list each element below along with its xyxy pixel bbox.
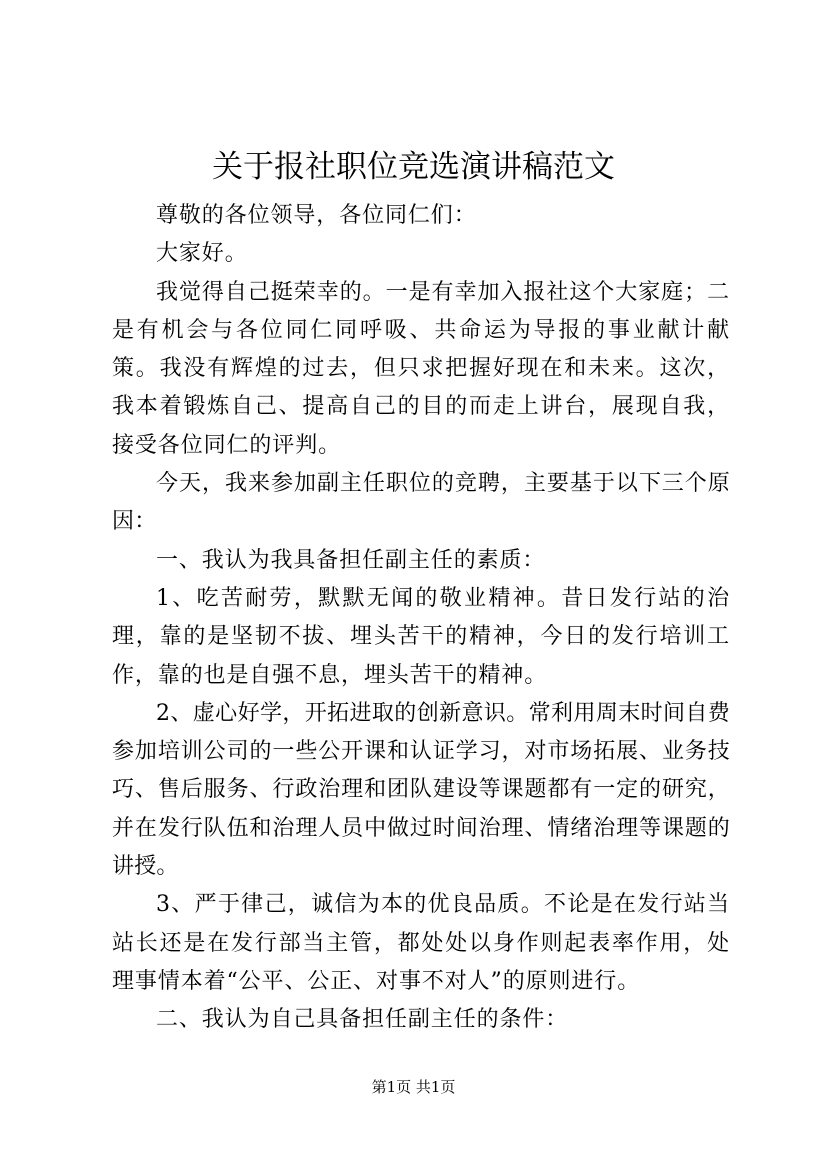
paragraph-salutation: 尊敬的各位领导，各位同仁们：	[156, 203, 477, 228]
page-footer: 第1页 共1页	[371, 1078, 456, 1096]
document-body	[112, 197, 730, 1040]
paragraph-reasons-intro: 今天，我来参加副主任职位的竞聘，主要基于以下三个原因：	[112, 471, 730, 535]
paragraph-greeting: 大家好。	[156, 241, 248, 267]
paragraph-introduction: 我觉得自己挺荣幸的。一是有幸加入报社这个大家庭；二是有机会与各位同仁同呼吸、共命运为导报的事业献计献策。我没有辉煌的过去，但只求把握好现在和未来。这次，我本着锻炼自己、提高自己的目的而走上讲台，展现自我，接受各位同仁的评判。	[112, 279, 730, 458]
paragraph-point-3: 3、严于律己，诚信为本的优良品质。不论是在发行站当站长还是在发行部当主管，都处处以身作则起表率作用，处理事情本着“公平、公正、对事不对人”的原则进行。	[112, 892, 730, 994]
section-heading-conditions: 二、我认为自己具备担任副主任的条件：	[156, 1007, 569, 1033]
paragraph-point-2: 2、虚心好学，开拓进取的创新意识。常利用周末时间自费参加培训公司的一些公开课和认证学习，对市场拓展、业务技巧、售后服务、行政治理和团队建设等课题都有一定的研究，并在发行队伍和治理人员中做过时间治理、情绪治理等课题的讲授。	[112, 700, 730, 880]
paragraph-point-1: 1、吃苦耐劳，默默无闻的敬业精神。昔日发行站的治理，靠的是坚韧不拔、埋头苦干的精神，今日的发行培训工作，靠的也是自强不息，埋头苦干的精神。	[112, 585, 730, 688]
section-heading-qualities: 一、我认为我具备担任副主任的素质：	[156, 547, 546, 573]
document-title: 关于报社职位竞选演讲稿范文	[212, 149, 615, 185]
